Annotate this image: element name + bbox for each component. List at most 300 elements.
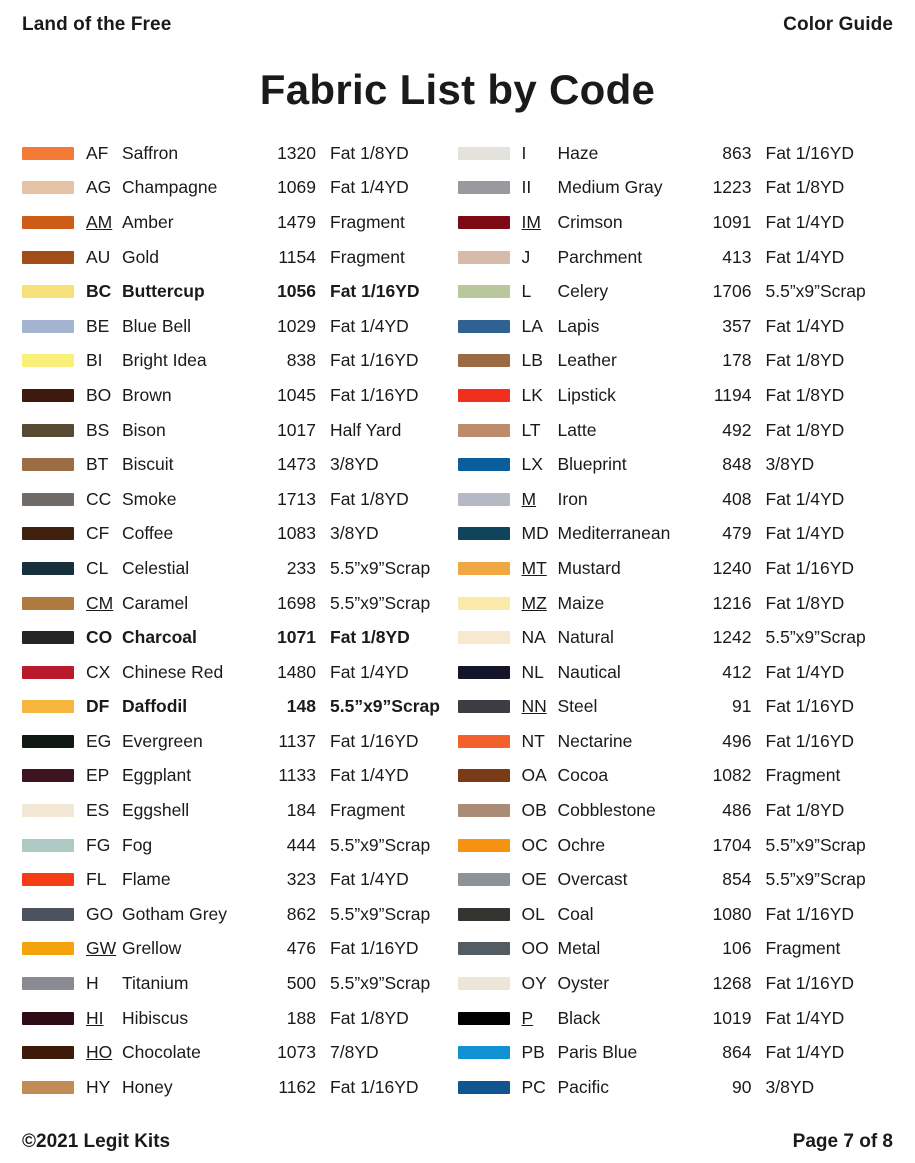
fabric-cut-size: Fat 1/8YD <box>330 488 409 509</box>
fabric-code: NN <box>521 696 547 717</box>
fabric-code: PB <box>521 1042 545 1063</box>
fabric-name: Grellow <box>122 938 182 959</box>
color-swatch <box>458 700 510 713</box>
fabric-cut-size: Fat 1/4YD <box>765 246 845 267</box>
fabric-cut-size: Fragment <box>330 800 405 821</box>
fabric-code: OO <box>521 938 549 959</box>
fabric-code: PC <box>521 1076 546 1097</box>
fabric-cut-size: Fat 1/4YD <box>330 661 409 682</box>
color-swatch <box>22 769 74 782</box>
fabric-name: Smoke <box>122 488 177 509</box>
fabric-name: Evergreen <box>122 730 203 751</box>
fabric-name: Mustard <box>557 557 621 578</box>
fabric-name: Coal <box>557 903 594 924</box>
fabric-number: 413 <box>722 246 752 267</box>
fabric-name: Daffodil <box>122 696 188 717</box>
fabric-code: AM <box>86 211 113 232</box>
fabric-row <box>22 828 458 863</box>
fabric-cut-size: Fat 1/16YD <box>765 557 855 578</box>
color-swatch <box>22 389 74 402</box>
fabric-name: Medium Gray <box>557 177 663 198</box>
fabric-code: FG <box>86 834 111 855</box>
fabric-cut-size: Fat 1/16YD <box>765 696 855 717</box>
fabric-cut-size: 3/8YD <box>330 454 379 475</box>
fabric-row <box>458 932 894 967</box>
color-swatch <box>458 1081 510 1094</box>
fabric-number: 1320 <box>277 142 316 163</box>
fabric-name: Overcast <box>557 869 628 890</box>
fabric-name: Coffee <box>122 523 174 544</box>
fabric-number: 1071 <box>277 627 316 648</box>
fabric-code: CL <box>86 557 109 578</box>
fabric-name: Brown <box>122 384 172 405</box>
fabric-name: Buttercup <box>122 281 205 302</box>
fabric-row <box>22 932 458 967</box>
fabric-number: 1154 <box>278 246 316 267</box>
fabric-name: Oyster <box>557 973 610 994</box>
header-right-title: Color Guide <box>783 14 893 35</box>
fabric-number: 1240 <box>712 557 752 578</box>
fabric-list-columns <box>22 136 893 1117</box>
color-swatch <box>22 1012 74 1025</box>
color-swatch <box>22 458 74 471</box>
fabric-name: Mediterranean <box>557 523 671 544</box>
fabric-row <box>458 240 894 275</box>
fabric-code: LB <box>521 350 543 371</box>
fabric-code: II <box>521 177 532 198</box>
fabric-cut-size: Fragment <box>330 211 405 232</box>
fabric-row <box>458 655 894 690</box>
fabric-code: ES <box>86 800 110 821</box>
fabric-cut-size: Fragment <box>765 765 841 786</box>
color-swatch <box>22 735 74 748</box>
fabric-row <box>458 447 894 482</box>
fabric-number: 91 <box>732 696 752 717</box>
color-swatch <box>22 147 74 160</box>
color-swatch <box>458 216 510 229</box>
color-swatch <box>458 839 510 852</box>
fabric-row <box>458 724 894 759</box>
fabric-name: Hibiscus <box>122 1007 189 1028</box>
color-swatch <box>22 493 74 506</box>
fabric-code: CX <box>86 661 111 682</box>
color-swatch <box>458 424 510 437</box>
fabric-code: OE <box>521 869 547 890</box>
color-swatch <box>458 631 510 644</box>
color-swatch <box>22 424 74 437</box>
fabric-row <box>458 759 894 794</box>
fabric-number: 863 <box>722 142 752 163</box>
color-swatch <box>458 562 510 575</box>
fabric-name: Cocoa <box>557 765 609 786</box>
fabric-number: 1480 <box>277 661 316 682</box>
fabric-number: 1479 <box>277 211 316 232</box>
fabric-name: Saffron <box>122 142 179 163</box>
fabric-cut-size: 5.5”x9”Scrap <box>765 869 866 890</box>
color-swatch <box>22 320 74 333</box>
fabric-row <box>458 378 894 413</box>
fabric-row <box>22 136 458 171</box>
fabric-cut-size: Fat 1/8YD <box>765 419 845 440</box>
fabric-name: Pacific <box>557 1076 610 1097</box>
fabric-code: OC <box>521 834 548 855</box>
fabric-number: 500 <box>286 973 316 994</box>
fabric-code: HY <box>86 1076 111 1097</box>
fabric-code: LA <box>521 315 543 336</box>
fabric-code: NT <box>521 730 545 751</box>
fabric-cut-size: 5.5”x9”Scrap <box>330 834 431 855</box>
fabric-cut-size: Fat 1/16YD <box>330 730 419 751</box>
fabric-number: 1713 <box>277 488 316 509</box>
fabric-name: Iron <box>557 488 588 509</box>
fabric-number: 188 <box>286 1007 316 1028</box>
fabric-cut-size: 5.5”x9”Scrap <box>330 973 431 994</box>
fabric-row <box>22 897 458 932</box>
copyright-text: ©2021 Legit Kits <box>22 1131 171 1152</box>
fabric-row <box>22 620 458 655</box>
fabric-row <box>458 413 894 448</box>
fabric-code: EG <box>86 730 112 751</box>
fabric-code: AG <box>86 177 112 198</box>
fabric-cut-size: Fat 1/4YD <box>330 177 409 198</box>
fabric-number: 1698 <box>277 592 316 613</box>
fabric-row <box>458 205 894 240</box>
color-swatch <box>458 527 510 540</box>
fabric-name: Steel <box>557 696 598 717</box>
fabric-row <box>22 690 458 725</box>
fabric-number: 444 <box>286 834 316 855</box>
fabric-number: 1069 <box>277 177 316 198</box>
fabric-name: Leather <box>557 350 617 371</box>
fabric-number: 1133 <box>278 765 316 786</box>
fabric-code: BI <box>86 350 103 371</box>
fabric-cut-size: Fat 1/4YD <box>765 1042 845 1063</box>
fabric-name: Cobblestone <box>557 800 656 821</box>
fabric-number: 357 <box>722 315 752 336</box>
fabric-cut-size: 5.5”x9”Scrap <box>330 592 431 613</box>
fabric-row <box>458 1035 894 1070</box>
fabric-name: Eggshell <box>122 800 190 821</box>
fabric-cut-size: Fat 1/8YD <box>330 1007 409 1028</box>
fabric-name: Crimson <box>557 211 623 232</box>
fabric-number: 148 <box>286 696 316 717</box>
fabric-cut-size: 3/8YD <box>330 523 379 544</box>
fabric-cut-size: Half Yard <box>330 419 402 440</box>
color-swatch <box>458 977 510 990</box>
fabric-row <box>458 793 894 828</box>
fabric-cut-size: 3/8YD <box>765 454 815 475</box>
fabric-code: P <box>521 1007 534 1028</box>
fabric-cut-size: Fat 1/4YD <box>765 315 845 336</box>
fabric-code: L <box>521 281 532 302</box>
fabric-code: MT <box>521 557 547 578</box>
fabric-number: 1704 <box>712 834 752 855</box>
fabric-code: I <box>521 142 527 163</box>
fabric-row <box>458 966 894 1001</box>
color-swatch <box>458 181 510 194</box>
fabric-name: Celestial <box>122 557 190 578</box>
page-number: Page 7 of 8 <box>792 1131 893 1152</box>
fabric-number: 1083 <box>277 523 316 544</box>
color-swatch <box>458 251 510 264</box>
fabric-code: AF <box>86 142 109 163</box>
fabric-code: CF <box>86 523 110 544</box>
fabric-cut-size: Fat 1/16YD <box>330 1076 419 1097</box>
fabric-name: Flame <box>122 869 171 890</box>
color-swatch <box>22 597 74 610</box>
color-swatch <box>458 320 510 333</box>
color-swatch <box>458 147 510 160</box>
fabric-number: 184 <box>286 800 316 821</box>
fabric-name: Natural <box>557 627 614 648</box>
fabric-cut-size: Fat 1/4YD <box>765 661 845 682</box>
fabric-code: DF <box>86 696 110 717</box>
fabric-cut-size: 7/8YD <box>330 1042 379 1063</box>
fabric-code: MD <box>521 523 549 544</box>
fabric-code: BE <box>86 315 110 336</box>
color-swatch <box>22 354 74 367</box>
fabric-column-right <box>458 136 894 1105</box>
fabric-row <box>22 793 458 828</box>
fabric-row <box>458 828 894 863</box>
fabric-cut-size: 5.5”x9”Scrap <box>765 834 866 855</box>
fabric-code: BS <box>86 419 110 440</box>
color-swatch <box>22 216 74 229</box>
fabric-row <box>22 1035 458 1070</box>
fabric-row <box>22 309 458 344</box>
fabric-number: 1268 <box>712 973 752 994</box>
fabric-row <box>458 482 894 517</box>
page-footer <box>22 1131 893 1153</box>
color-swatch <box>458 666 510 679</box>
fabric-code: IM <box>521 211 541 232</box>
fabric-name: Celery <box>557 281 609 302</box>
color-swatch <box>22 1046 74 1059</box>
fabric-name: Nautical <box>557 661 621 682</box>
fabric-name: Blueprint <box>557 454 627 475</box>
color-swatch <box>22 181 74 194</box>
color-swatch <box>458 389 510 402</box>
fabric-code: OB <box>521 800 547 821</box>
fabric-cut-size: Fat 1/4YD <box>765 523 845 544</box>
fabric-row <box>458 171 894 206</box>
fabric-code: CC <box>86 488 112 509</box>
fabric-cut-size: Fat 1/16YD <box>330 350 419 371</box>
fabric-column-left <box>22 136 458 1105</box>
fabric-row <box>22 413 458 448</box>
fabric-number: 106 <box>722 938 752 959</box>
fabric-name: Champagne <box>122 177 218 198</box>
color-swatch <box>458 597 510 610</box>
fabric-cut-size: Fat 1/8YD <box>330 142 409 163</box>
fabric-name: Bison <box>122 419 166 440</box>
fabric-code: GW <box>86 938 117 959</box>
fabric-name: Caramel <box>122 592 189 613</box>
fabric-cut-size: Fat 1/16YD <box>330 281 420 302</box>
fabric-name: Amber <box>122 211 174 232</box>
fabric-cut-size: 5.5”x9”Scrap <box>330 557 431 578</box>
fabric-cut-size: Fat 1/8YD <box>765 592 845 613</box>
fabric-number: 1706 <box>712 281 752 302</box>
fabric-number: 90 <box>732 1076 752 1097</box>
fabric-row <box>458 136 894 171</box>
fabric-cut-size: Fat 1/4YD <box>765 211 845 232</box>
fabric-cut-size: 5.5”x9”Scrap <box>765 627 866 648</box>
color-swatch <box>458 1046 510 1059</box>
fabric-row <box>458 690 894 725</box>
fabric-code: CO <box>86 627 113 648</box>
fabric-code: FL <box>86 869 107 890</box>
fabric-number: 323 <box>286 869 316 890</box>
fabric-name: Eggplant <box>122 765 192 786</box>
color-swatch <box>22 285 74 298</box>
fabric-code: J <box>521 246 531 267</box>
fabric-number: 1194 <box>713 384 752 405</box>
fabric-code: LX <box>521 454 543 475</box>
color-swatch <box>22 666 74 679</box>
color-swatch <box>22 631 74 644</box>
fabric-name: Titanium <box>122 973 189 994</box>
fabric-number: 412 <box>722 661 752 682</box>
color-swatch <box>458 735 510 748</box>
fabric-number: 1082 <box>712 765 752 786</box>
fabric-cut-size: Fragment <box>765 938 841 959</box>
fabric-row <box>22 171 458 206</box>
color-swatch <box>22 942 74 955</box>
fabric-row <box>22 378 458 413</box>
color-swatch <box>458 873 510 886</box>
fabric-code: OY <box>521 973 547 994</box>
fabric-cut-size: Fat 1/16YD <box>330 384 419 405</box>
fabric-cut-size: 5.5”x9”Scrap <box>765 281 866 302</box>
fabric-row <box>458 274 894 309</box>
fabric-cut-size: 5.5”x9”Scrap <box>330 696 440 717</box>
fabric-number: 178 <box>722 350 752 371</box>
color-swatch <box>458 804 510 817</box>
fabric-name: Lapis <box>557 315 600 336</box>
fabric-code: OA <box>521 765 547 786</box>
fabric-row <box>22 862 458 897</box>
fabric-code: EP <box>86 765 110 786</box>
fabric-name: Lipstick <box>557 384 616 405</box>
fabric-cut-size: Fat 1/4YD <box>765 1007 845 1028</box>
fabric-number: 479 <box>722 523 752 544</box>
color-swatch <box>458 1012 510 1025</box>
fabric-name: Latte <box>557 419 597 440</box>
fabric-number: 1137 <box>278 730 316 751</box>
color-swatch <box>458 493 510 506</box>
fabric-code: OL <box>521 903 545 924</box>
fabric-name: Maize <box>557 592 605 613</box>
page-title: Fabric List by Code <box>259 66 656 113</box>
fabric-code: CM <box>86 592 114 613</box>
fabric-name: Metal <box>557 938 601 959</box>
fabric-name: Charcoal <box>122 627 197 648</box>
color-swatch <box>22 700 74 713</box>
fabric-row <box>22 482 458 517</box>
fabric-number: 848 <box>722 454 752 475</box>
color-swatch <box>22 804 74 817</box>
color-swatch <box>22 977 74 990</box>
fabric-number: 486 <box>722 800 752 821</box>
fabric-cut-size: Fat 1/4YD <box>330 869 409 890</box>
fabric-number: 492 <box>722 419 752 440</box>
fabric-cut-size: Fat 1/16YD <box>330 938 419 959</box>
fabric-number: 1019 <box>712 1007 752 1028</box>
fabric-name: Blue Bell <box>122 315 192 336</box>
color-swatch <box>458 285 510 298</box>
fabric-code: HI <box>86 1007 104 1028</box>
fabric-cut-size: 5.5”x9”Scrap <box>330 903 431 924</box>
fabric-cut-size: Fat 1/8YD <box>330 627 410 648</box>
fabric-code: HO <box>86 1042 113 1063</box>
fabric-name: Parchment <box>557 246 643 267</box>
fabric-cut-size: 3/8YD <box>765 1076 815 1097</box>
fabric-name: Biscuit <box>122 454 174 475</box>
color-swatch <box>458 354 510 367</box>
color-swatch <box>22 527 74 540</box>
fabric-number: 1017 <box>277 419 316 440</box>
fabric-number: 1223 <box>712 177 752 198</box>
fabric-code: LT <box>521 419 541 440</box>
fabric-cut-size: Fat 1/8YD <box>765 384 845 405</box>
fabric-code: LK <box>521 384 543 405</box>
color-swatch <box>22 251 74 264</box>
fabric-number: 233 <box>286 557 316 578</box>
fabric-row <box>22 205 458 240</box>
fabric-name: Ochre <box>557 834 606 855</box>
fabric-number: 1242 <box>712 627 752 648</box>
fabric-row <box>458 897 894 932</box>
fabric-code: NL <box>521 661 544 682</box>
fabric-name: Black <box>557 1007 601 1028</box>
fabric-row <box>22 1070 458 1105</box>
fabric-name: Nectarine <box>557 730 633 751</box>
color-swatch <box>22 1081 74 1094</box>
fabric-cut-size: Fat 1/16YD <box>765 973 855 994</box>
fabric-cut-size: Fat 1/8YD <box>765 177 845 198</box>
fabric-cut-size: Fat 1/8YD <box>765 800 845 821</box>
fabric-row <box>458 309 894 344</box>
page-header <box>22 14 893 36</box>
fabric-code: BC <box>86 281 112 302</box>
fabric-number: 1162 <box>278 1076 316 1097</box>
fabric-code: GO <box>86 903 114 924</box>
fabric-cut-size: Fat 1/16YD <box>765 903 855 924</box>
fabric-number: 1473 <box>277 454 316 475</box>
fabric-cut-size: Fat 1/16YD <box>765 730 855 751</box>
fabric-row <box>458 344 894 379</box>
color-swatch <box>458 908 510 921</box>
fabric-row <box>458 517 894 552</box>
color-swatch <box>458 942 510 955</box>
fabric-row <box>22 344 458 379</box>
fabric-number: 1080 <box>712 903 752 924</box>
fabric-number: 854 <box>722 869 752 890</box>
fabric-cut-size: Fat 1/8YD <box>765 350 845 371</box>
fabric-row <box>458 620 894 655</box>
fabric-row <box>458 551 894 586</box>
fabric-cut-size: Fat 1/16YD <box>765 142 855 163</box>
fabric-name: Chocolate <box>122 1042 201 1063</box>
fabric-number: 1216 <box>712 592 752 613</box>
header-left-title: Land of the Free <box>22 14 172 35</box>
fabric-cut-size: Fat 1/4YD <box>330 765 409 786</box>
color-swatch <box>458 458 510 471</box>
fabric-number: 1073 <box>277 1042 316 1063</box>
color-swatch <box>22 873 74 886</box>
fabric-row <box>22 586 458 621</box>
